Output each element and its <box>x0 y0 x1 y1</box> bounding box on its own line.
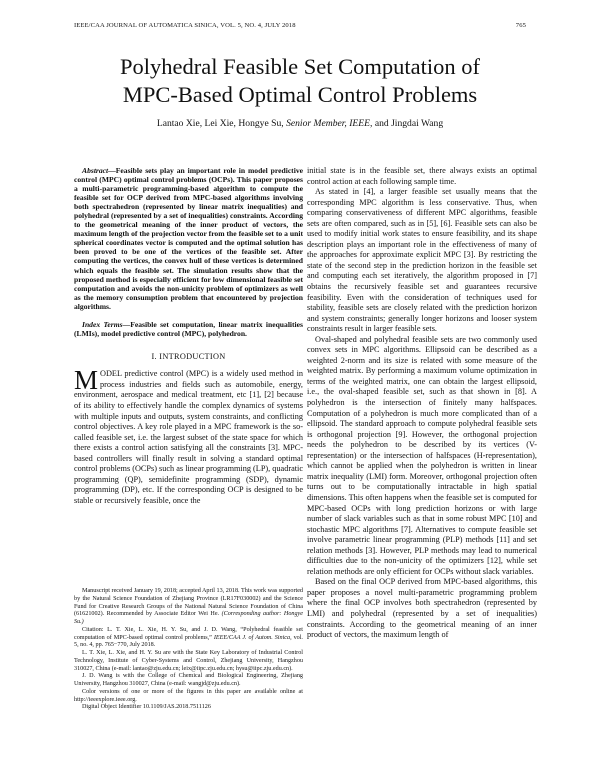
drop-cap: M <box>74 365 99 396</box>
page-number: 765 <box>515 22 526 29</box>
abstract <box>74 166 303 311</box>
citation-journal: IEEE/CAA J. of Autom. Sinica, <box>213 634 292 641</box>
running-header <box>74 22 526 29</box>
abstract-text: —Feasible sets play an important role in model predictive control (MPC) optimal control problems (OCPs). This paper proposes a multi-parametric programming-based algorithm to compute the feasible set for OCP derived from MPC-based algorithms involving both spectrahedron (represented by linear matrix inequalities) and polyhedral (represented by a set of inequalities) constraints. According to the geometrical meaning of the inner product of vectors, the maximum length of the projection vector from the feasible set to a unit spherical coordinates vector is computed and the optimal solution has been proved to be one of the vertices of the feasible set. After computing the vertices, the convex hull of these vertices is determined which equals the feasible set. The simulation results show that the proposed method is especially efficient for low dimensional feasible set computation and avoids the non-unicity problem of optimizers as well as the memory consumption problem that encountered by projection algorithms. <box>74 166 303 311</box>
intro-paragraph-1 <box>74 365 303 506</box>
section-heading <box>74 352 303 363</box>
journal-name: IEEE/CAA JOURNAL OF AUTOMATICA SINICA, VOL. 5, NO. 4, JULY 2018 <box>74 22 296 29</box>
right-paragraph-3: Based on the final OCP derived from MPC-based algorithms, this paper proposes a novel multi-parametric programming problem where the final OCP involves both spectrahedron (represented by LMI) and polyhedral (represented by a set of inequalities) constraints. According to the geometrical meaning of an inner product of vectors, the maximum length of <box>307 577 537 640</box>
author-list <box>40 118 560 129</box>
title-line-2: MPC-Based Optimal Control Problems <box>122 82 478 107</box>
footnote-color: Color versions of one or more of the figures in this paper are available online at http://ieeexplore.ieee.org. <box>74 688 303 703</box>
citation-post: vol. 5, no. 4, pp. 765−770, July 2018. <box>74 634 303 649</box>
footnote-affiliation-2: J. D. Wang is with the College of Chemical and Biological Engineering, Zhejiang University, Hangzhou 310027, China (e-mail: wangjd@zju.edu.cn). <box>74 673 303 687</box>
footnote-affiliation-1: L. T. Xie, L. Xie, and H. Y. Su are with the State Key Laboratory of Industrial Control Technology, Institute of Cyber-Systems and Control, Zhejiang University, Hangzhou 310027, China (e-mail: lantao@zju.edu.cn; leix@iipc.zju.edu.cn; hysu@iipc.zju.edu.cn). <box>74 650 303 672</box>
intro-text-1: ODEL predictive control (MPC) is a widely used method in process industries and fields such as automobile, energy, environment, aerospace and medical treatment, etc [1], [2] because of its ability to effectively handle the complex dynamics of systems with multiple inputs and outputs, system constraints, and conflicting control objectives. A key role played in a MPC framework is the so-called feasible set, i.e. the largest subset of the state space for which there exists a control action satisfying all the constraints [3]. MPC-based controllers will finally result in solving a standard optimal control problems (OCPs) such as linear programming (LP), quadratic programming (QP), semidefinite programming (SDP), dynamic programming (DP), etc. If the corresponding OCP is designed to be stable or recursively feasible, once the <box>74 369 303 505</box>
authors-last: and Jingdai Wang <box>374 118 444 129</box>
index-terms-text: —Feasible set computation, linear matrix inequalities (LMIs), model predictive control (MPC), polyhedron. <box>74 319 303 338</box>
title-line-1: Polyhedral Feasible Set Computation of <box>120 54 480 79</box>
footnote-doi: Digital Object Identifier 10.1109/JAS.2018.7511126 <box>82 704 211 711</box>
section-title-initial: I <box>159 351 163 361</box>
left-column <box>74 166 303 507</box>
footnote-received-text: Manuscript received January 19, 2018; accepted April 13, 2018. This work was supported by the Natural Science Foundation of Zhejiang Province (LR17F030002) and the Science Fund for Creative Research Groups of the National Natural Science Foundation of China (61621002). Recommended by Associate Editor Wei He. <box>74 588 303 618</box>
right-paragraph-2: Oval-shaped and polyhedral feasible sets are two commonly used convex sets in MPC algorithms. Ellipsoid can be described as a weighted 2-norm and its size is related with some measure of the weighted matrix. By performing a maximum volume optimization in terms of the weighted matrix, one can obtain the largest ellipsoid, i.e., the oval-shaped feasible set, such as that shown in [8]. A polyhedron is the intersection of finitely many halfspaces. Computation of a polyhedron is much more complicated than of a ellipsoid. The standard approach to compute polyhedral feasible sets is orthogonal projection [9]. However, the orthogonal projection needs the polyhedron to be described by its vertices (V-representation) or the intersection of halfspaces (H-representation), which cannot be applied when the polyhedron is written in linear matrix inequality (LMI) form. Moreover, orthogonal projection often turns out to be computationally intractable in high spatial dimensions. This often happens when the feasible set is computed for MPC-based OCPs with long prediction horizons or with large number of slack variables such as that in some robust MPC [10] and stochastic MPC algorithms [7]. Alternatives to compute feasible set involve parametric linear programming (PLP) methods [11] and set relation methods [3]. However, PLP methods may lead to numerical difficulties due to the non-unicity of the optimizers [12], while set relation methods are only efficient for OCPs without slack variables. <box>307 334 537 576</box>
section-number: I. <box>151 351 157 361</box>
index-terms-lead: Index Terms <box>82 319 123 329</box>
right-column <box>307 166 537 641</box>
right-paragraph-0: initial state is in the feasible set, there always exists an optimal control action at each following sample time. <box>307 166 537 186</box>
footnote-received <box>74 588 303 627</box>
abstract-lead: Abstract <box>82 166 109 175</box>
footnotes <box>74 588 303 712</box>
right-paragraph-1: As stated in [4], a larger feasible set usually means that the corresponding MPC algorithm is less conservative. Thus, when comparing conservativeness of different MPC algorithms, feasible sets are often compared, such as in [5], [6]. Feasible sets can also be used to modify initial work states to ensure feasibility, and its shape description plays an important role in the effectiveness of many of the approaches for approximate explicit MPC [3]. By restricting the state of the second step in the prediction horizon in the feasible set and computing each set iteratively, the algorithm proposed in [7] obtains the recursively feasible set and guarantees recursive feasibility. Even with the consideration of techniques used for stability, feasible sets are closely related with the prediction horizon and system constraints; generally longer horizons and looser system constraints result in larger feasible sets. <box>307 187 537 334</box>
citation-pre: Citation: L. T. Xie, L. Xie, H. Y. Su, and J. D. Wang, “Polyhedral feasible set computation of MPC-based optimal control problems,” <box>74 626 303 641</box>
author-membership: Senior Member, IEEE, <box>286 118 373 129</box>
index-terms <box>74 320 303 338</box>
footnote-citation <box>74 627 303 650</box>
authors-names: Lantao Xie, Lei Xie, Hongye Su, <box>156 118 284 129</box>
footnote-corresponding: (Corresponding author: Hongye Su.) <box>74 611 303 625</box>
paper-title <box>40 53 560 109</box>
section-title-rest: NTRODUCTION <box>162 351 226 361</box>
